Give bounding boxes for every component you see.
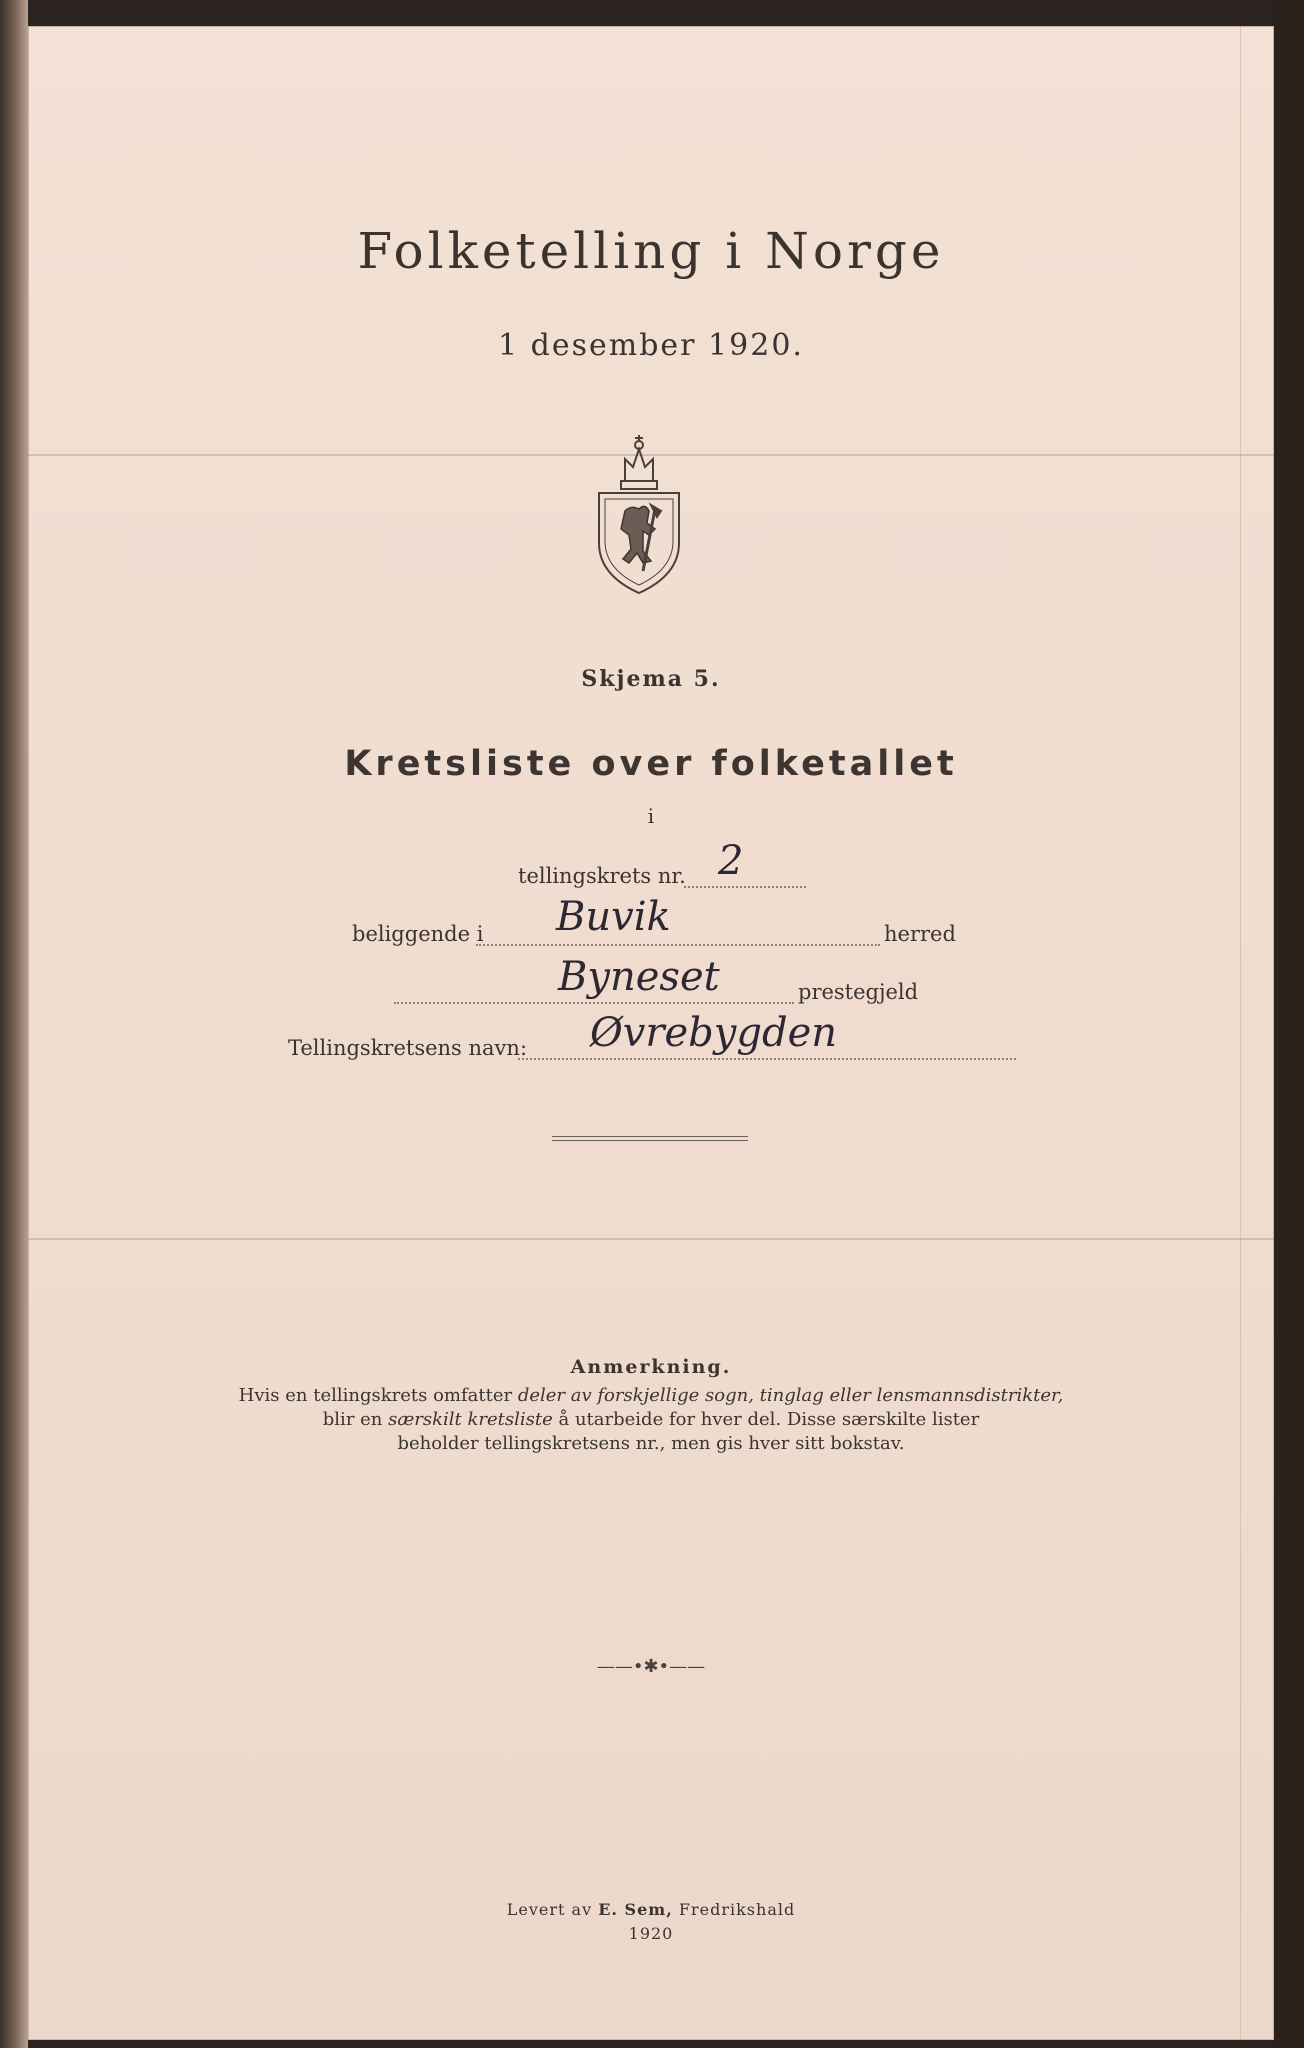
printer-prefix: Levert av — [506, 1900, 599, 1919]
herred-label-after: herred — [884, 922, 956, 946]
form-heading: Kretsliste over folketallet — [344, 744, 958, 784]
district-name-value: Øvrebygden — [590, 1010, 838, 1056]
printer-credit — [28, 1900, 1274, 1919]
note-line-2 — [28, 1408, 1274, 1432]
census-date: 1 desember 1920. — [498, 328, 804, 363]
printer-name: E. Sem, — [598, 1900, 673, 1919]
note-line-2-italic: særskilt kretsliste — [388, 1409, 553, 1430]
binding-edge — [0, 0, 28, 2048]
note-line-1-plain: Hvis en tellingskrets omfatter — [238, 1385, 518, 1406]
heading-preposition: i — [647, 804, 655, 828]
note-line-2-plain-b: å utarbeide for hver del. Disse særskilte lister — [552, 1409, 980, 1430]
note-line-2-plain-a: blir en — [322, 1409, 389, 1430]
schema-number: Skjema 5. — [581, 666, 721, 692]
printer-place: Fredrikshald — [672, 1900, 796, 1919]
printer-year: 1920 — [628, 1924, 674, 1943]
decorative-divider-icon: ——•✱•—— — [596, 1656, 706, 1677]
district-name-label: Tellingskretsens navn: — [288, 1036, 528, 1060]
prestegjeld-line — [394, 1002, 794, 1004]
paper-fold — [28, 1238, 1274, 1240]
district-name-line — [518, 1058, 1016, 1060]
note-heading: Anmerkning. — [570, 1356, 732, 1378]
prestegjeld-label: prestegjeld — [798, 980, 919, 1004]
district-number-line — [684, 886, 806, 888]
herred-label-before: beliggende i — [352, 922, 484, 946]
document-title: Folketelling i Norge — [357, 222, 945, 280]
norwegian-coat-of-arms-icon — [591, 431, 687, 597]
census-form-page — [28, 26, 1274, 2040]
divider-rule — [552, 1136, 748, 1137]
note-line-1 — [28, 1384, 1274, 1408]
note-line-3: beholder tellingskretsens nr., men gis hver sitt bokstav. — [397, 1433, 905, 1454]
prestegjeld-value: Byneset — [558, 954, 720, 1000]
district-number-value: 2 — [718, 838, 744, 884]
background-edge — [1274, 0, 1304, 2048]
note-line-1-italic: deler av forskjellige sogn, tinglag eller lensmannsdistrikter, — [517, 1385, 1064, 1406]
divider-rule — [552, 1140, 748, 1141]
district-number-label: tellingskrets nr. — [518, 864, 686, 888]
herred-value: Buvik — [556, 894, 671, 940]
herred-line — [476, 944, 880, 946]
